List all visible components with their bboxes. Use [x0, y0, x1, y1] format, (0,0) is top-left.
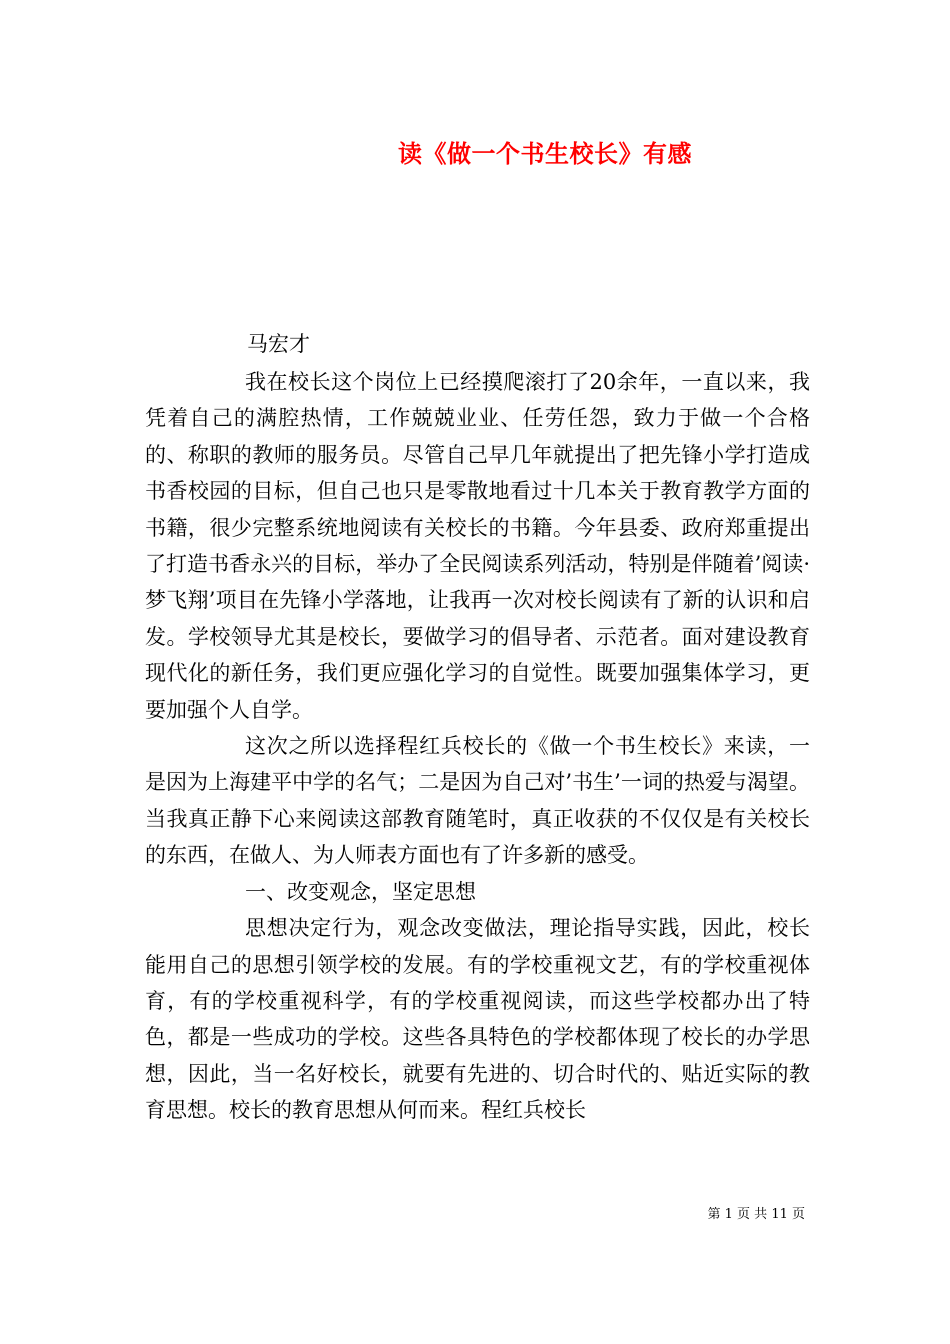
paragraph-reason: 这次之所以选择程红兵校长的《做一个书生校长》来读，一是因为上海建平中学的名气；二是因为自己对’书生’一词的热爱与渴望。当我真正静下心来阅读这部教育随笔时，真正收获的不仅仅是有关校长的东西，在做人、为人师表方面也有了许多新的感受。: [145, 734, 810, 868]
paragraph-section-one: 思想决定行为，观念改变做法，理论指导实践，因此，校长能用自己的思想引领学校的发展。有的学校重视文艺，有的学校重视体育，有的学校重视科学，有的学校重视阅读，而这些学校都办出了特色，都是一些成功的学校。这些各具特色的学校都体现了校长的办学思想，因此，当一名好校长，就要有先进的、切合时代的、贴近实际的教育思想。校长的教育思想从何而来。程红兵校长: [145, 916, 810, 1123]
paragraph-intro: 我在校长这个岗位上已经摸爬滚打了20余年，一直以来，我凭着自己的满腔热情，工作兢兢业业、任劳任怨，致力于做一个合格的、称职的教师的服务员。尽管自己早几年就提出了把先锋小学打造成书香校园的目标，但自己也只是零散地看过十几本关于教育教学方面的书籍，很少完整系统地阅读有关校长的书籍。今年县委、政府郑重提出了打造书香永兴的目标，举办了全民阅读系列活动，特别是伴随着’阅读·梦飞翔’项目在先锋小学落地，让我再一次对校长阅读有了新的认识和启发。学校领导尤其是校长，要做学习的倡导者、示范者。面对建设教育现代化的新任务，我们更应强化学习的自觉性。既要加强集体学习，更要加强个人自学。: [145, 370, 810, 722]
author-name: 马宏才: [247, 332, 310, 356]
document-body: [145, 364, 810, 1129]
page-number-footer: 第 1 页 共 11 页: [707, 1207, 805, 1222]
section-heading: 一、改变观念，坚定思想: [245, 879, 476, 904]
document-title: 读《做一个书生校长》有感: [398, 139, 692, 168]
